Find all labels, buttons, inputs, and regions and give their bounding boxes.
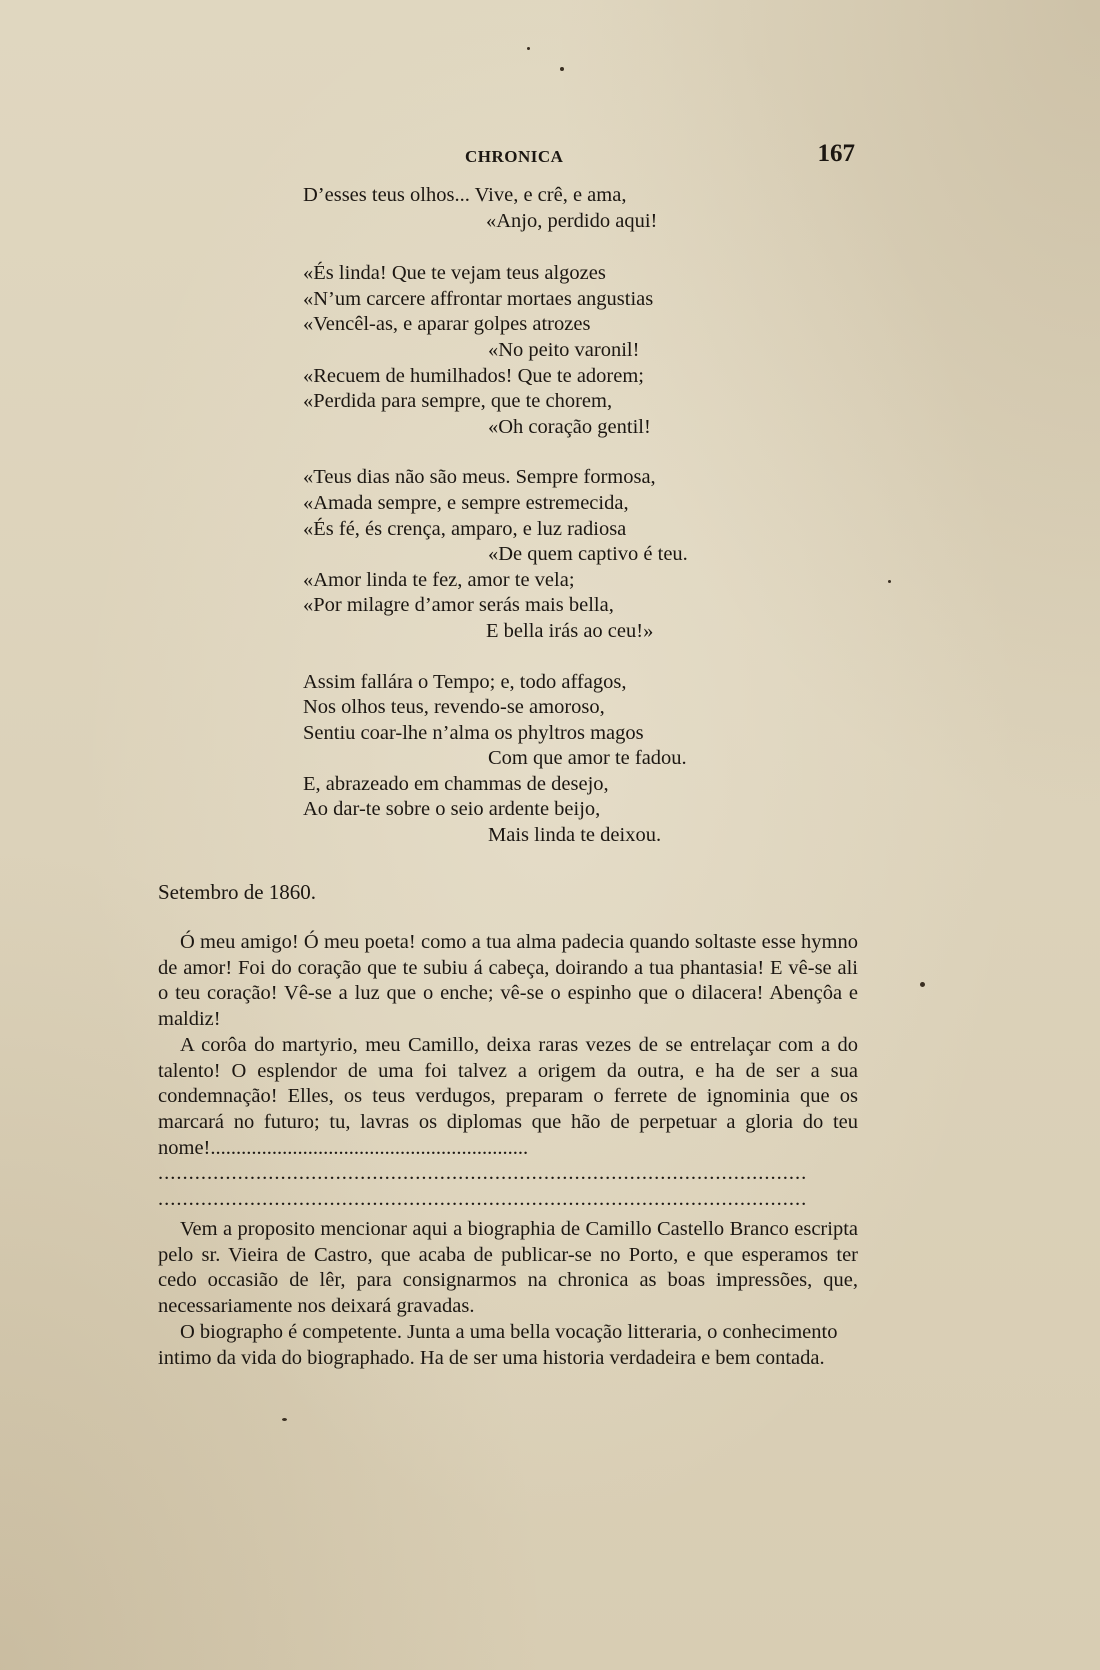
dateline: Setembro de 1860. [158,880,317,904]
paragraph: Vem a proposito mencionar aqui a biographia de Camillo Castello Branco escripta pelo sr. Vieira de Castro, que acaba de publicar-se no Porto, e que esperamos ter cedo occasião de lêr, para consignarmos na chronica as boas impressões, que, necessariamente nos deixará gravadas. [158,1218,858,1318]
commentary [158,930,858,1213]
verse-line: «Amada sempre, e sempre estremecida, [303,491,629,514]
verse-line: «És fé, és crença, amparo, e luz radiosa [303,517,627,540]
verse-line: D’esses teus olhos... Vive, e crê, e ama, [303,184,627,206]
paragraph: Ó meu amigo! Ó meu poeta! como a tua alma padecia quando soltaste esse hymno de amor! Foi do coração que te subiu á cabeça, doirando a tua phantasia! E vê-se ali o teu coração! Vê-se a luz que o enche; vê-se o espinho que o dilacera! Abençôa e maldiz! [158,931,858,1031]
verse-line: «Oh coração gentil! [488,415,651,438]
poem-stanza [303,465,733,644]
verse-line: «Teus dias não são meus. Sempre formosa, [303,466,656,489]
leader-dots: .............................................................. [210,1136,529,1159]
verse-line: E, abrazeado em chammas de desejo, [303,772,609,795]
verse-line: E bella irás ao ceu!» [486,619,654,642]
ink-speck [560,67,564,71]
ellipsis-line: .......................................................................................................... [158,1162,808,1185]
paragraph [158,1033,858,1162]
verse-line: «N’um carcere affrontar mortaes angustias [303,287,654,310]
page-number: 167 [817,140,855,167]
verse-line: «Por milagre d’amor serás mais bella, [303,594,614,617]
verse-line: Sentiu coar-lhe n’alma os phyltros magos [303,721,644,744]
verse-line: «De quem captivo é teu. [488,543,688,566]
ink-speck [888,580,891,583]
running-title: CHRONICA [465,147,564,166]
ink-speck [527,47,530,50]
verse-line: «És linda! Que te vejam teus algozes [303,262,606,285]
verse-line: «No peito varonil! [488,338,640,361]
verse-line: Nos olhos teus, revendo-se amoroso, [303,696,605,719]
verse-line: «Anjo, perdido aqui! [486,209,658,232]
ink-speck [282,1418,287,1421]
verse-line: Com que amor te fadou. [488,747,687,770]
poem [303,183,733,874]
verse-line: «Recuem de humilhados! Que te adorem; [303,364,644,387]
page-header [160,140,860,173]
poem-stanza [303,261,733,440]
verse-line: «Vencêl-as, e aparar golpes atrozes [303,313,591,336]
verse-line: «Amor linda te fez, amor te vela; [303,568,575,591]
paragraph-text: A corôa do martyrio, meu Camillo, deixa raras vezes de se entrelaçar com a do talento! O esplendor de uma foi talvez a origem da outra, e ha de ser a sua condemnação! Elles, os teus verdugos, preparam o ferrete de ignominia que os marcará no futuro; tu, lavras os diplomas que hão de perpetuar a gloria do teu nome! [158,1033,858,1159]
paragraph: O biographo é competente. Junta a uma bella vocação litteraria, o conhecimento intimo da vida do biographado. Ha de ser uma historia verdadeira e bem contada. [158,1320,838,1369]
ellipsis-line: .......................................................................................................... [158,1188,808,1211]
biography-note [158,1217,858,1371]
poem-stanza [303,670,733,849]
poem-stanza [303,183,733,234]
verse-line: Mais linda te deixou. [488,824,662,847]
verse-line: Assim fallára o Tempo; e, todo affagos, [303,670,627,693]
verse-line: Ao dar-te sobre o seio ardente beijo, [303,798,601,821]
ink-speck [920,982,925,987]
verse-line: «Perdida para sempre, que te chorem, [303,390,613,413]
